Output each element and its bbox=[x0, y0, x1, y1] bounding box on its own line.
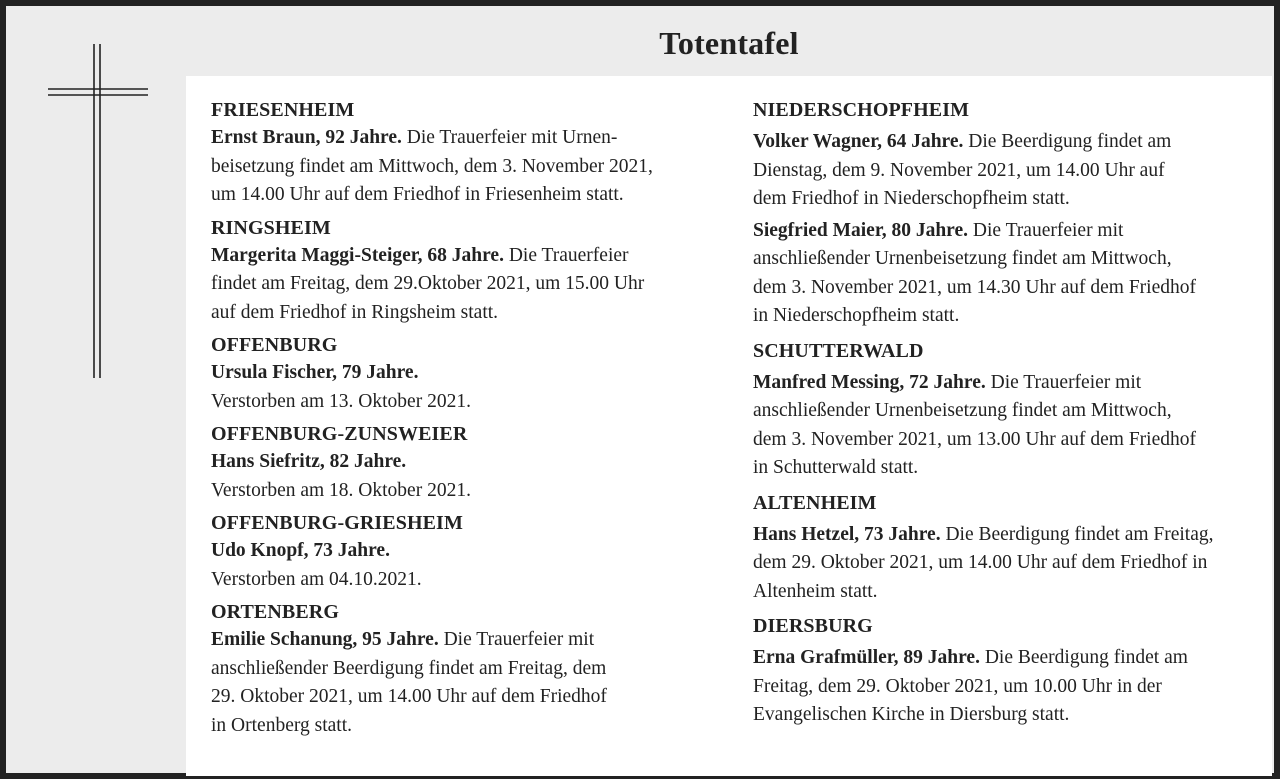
place-heading: RINGSHEIM bbox=[211, 216, 331, 239]
obituary-entry bbox=[211, 626, 751, 740]
entry-text-line: Die Beerdigung findet am Freitag, bbox=[940, 523, 1214, 545]
deceased-name: Ursula Fischer, 79 Jahre. bbox=[211, 362, 419, 383]
entry-text-line: in Ortenberg statt. bbox=[211, 714, 352, 736]
deceased-name: Hans Siefritz, 82 Jahre. bbox=[211, 451, 407, 472]
deceased-name: Hans Hetzel, 73 Jahre. bbox=[753, 523, 941, 545]
deceased-name: Manfred Messing, 72 Jahre. bbox=[753, 371, 986, 393]
obituary-entry bbox=[211, 359, 751, 416]
obituary-section bbox=[753, 96, 1280, 331]
place-heading: OFFENBURG-GRIESHEIM bbox=[211, 512, 463, 534]
obituary-entry bbox=[753, 369, 1280, 483]
obituary-content bbox=[186, 76, 1272, 776]
entry-text-line: Verstorben am 18. Oktober 2021. bbox=[211, 479, 471, 501]
obituary-section bbox=[753, 337, 1280, 483]
entry-text-line: in Schutterwald statt. bbox=[753, 457, 919, 478]
obituary-entry bbox=[753, 217, 1280, 331]
obituary-entry bbox=[211, 448, 751, 505]
place-heading: FRIESENHEIM bbox=[211, 99, 355, 121]
page-title: Totentafel bbox=[659, 24, 799, 61]
deceased-name: Margerita Maggi-Steiger, 68 Jahre. bbox=[211, 244, 504, 266]
right-column bbox=[753, 96, 1280, 734]
entry-text-line: Die Beerdigung findet am bbox=[963, 131, 1172, 152]
place-heading: OFFENBURG bbox=[211, 334, 338, 356]
obituary-section bbox=[211, 96, 751, 210]
place-heading: SCHUTTERWALD bbox=[753, 339, 924, 362]
deceased-name: Volker Wagner, 64 Jahre. bbox=[753, 131, 964, 152]
place-heading: DIERSBURG bbox=[753, 615, 873, 637]
entry-text-line: anschließender Urnenbeisetzung findet am Mittwoch, bbox=[753, 400, 1172, 421]
entry-text-line: Die Trauerfeier mit bbox=[968, 219, 1124, 241]
entry-text-line: dem Friedhof in Niederschopfheim statt. bbox=[753, 188, 1070, 209]
entry-text-line: dem 3. November 2021, um 14.30 Uhr auf dem Friedhof bbox=[753, 276, 1196, 298]
entry-text-line: Verstorben am 13. Oktober 2021. bbox=[211, 390, 471, 412]
obituary-entry bbox=[211, 242, 751, 328]
entry-text-line: um 14.00 Uhr auf dem Friedhof in Friesenheim statt. bbox=[211, 184, 624, 205]
entry-text-line: Die Trauerfeier mit bbox=[438, 629, 595, 650]
entry-text-line: in Niederschopfheim statt. bbox=[753, 305, 960, 326]
entry-text-line: 29. Oktober 2021, um 14.00 Uhr auf dem Friedhof bbox=[211, 686, 607, 707]
entry-text-line: Verstorben am 04.10.2021. bbox=[211, 568, 422, 590]
obituary-section bbox=[211, 509, 751, 594]
obituary-section bbox=[753, 489, 1280, 607]
deceased-name: Udo Knopf, 73 Jahre. bbox=[211, 540, 390, 561]
deceased-name: Siegfried Maier, 80 Jahre. bbox=[753, 219, 969, 241]
entry-text-line: findet am Freitag, dem 29.Oktober 2021, um 15.00 Uhr bbox=[211, 273, 645, 294]
obituary-section bbox=[211, 331, 751, 416]
entry-text-line: Altenheim statt. bbox=[753, 580, 878, 602]
place-heading: NIEDERSCHOPFHEIM bbox=[753, 99, 970, 121]
obituary-entry bbox=[211, 537, 751, 594]
left-column bbox=[211, 96, 751, 744]
deceased-name: Ernst Braun, 92 Jahre. bbox=[211, 127, 402, 148]
entry-text-line: Freitag, dem 29. Oktober 2021, um 10.00 Uhr in der bbox=[753, 675, 1162, 697]
entry-text-line: beisetzung findet am Mittwoch, dem 3. November 2021, bbox=[211, 155, 653, 177]
deceased-name: Erna Grafmüller, 89 Jahre. bbox=[753, 647, 980, 668]
obituary-entry bbox=[753, 521, 1280, 607]
entry-text-line: Dienstag, dem 9. November 2021, um 14.00 Uhr auf bbox=[753, 159, 1165, 181]
entry-text-line: dem 3. November 2021, um 13.00 Uhr auf dem Friedhof bbox=[753, 428, 1196, 450]
obituary-section bbox=[753, 612, 1280, 730]
entry-text-line: anschließender Urnenbeisetzung findet am Mittwoch, bbox=[753, 248, 1172, 269]
place-heading: ALTENHEIM bbox=[753, 491, 877, 514]
obituary-entry bbox=[211, 124, 751, 210]
entry-text-line: Die Beerdigung findet am bbox=[979, 647, 1188, 668]
obituary-entry bbox=[753, 128, 1280, 214]
obituary-section bbox=[211, 420, 751, 505]
obituary-entry bbox=[753, 644, 1280, 730]
cross-icon bbox=[48, 44, 148, 378]
entry-text-line: auf dem Friedhof in Ringsheim statt. bbox=[211, 301, 499, 323]
entry-text-line: dem 29. Oktober 2021, um 14.00 Uhr auf dem Friedhof in bbox=[753, 552, 1208, 573]
obituary-section bbox=[211, 214, 751, 328]
entry-text-line: Die Trauerfeier bbox=[503, 244, 629, 266]
obituary-section bbox=[211, 598, 751, 740]
entry-text-line: anschließender Beerdigung findet am Freitag, dem bbox=[211, 657, 607, 679]
deceased-name: Emilie Schanung, 95 Jahre. bbox=[211, 629, 439, 650]
entry-text-line: Die Trauerfeier mit bbox=[985, 371, 1142, 393]
entry-text-line: Die Trauerfeier mit Urnen- bbox=[401, 127, 618, 148]
place-heading: OFFENBURG-ZUNSWEIER bbox=[211, 423, 468, 445]
place-heading: ORTENBERG bbox=[211, 601, 339, 623]
entry-text-line: Evangelischen Kirche in Diersburg statt. bbox=[753, 704, 1070, 725]
